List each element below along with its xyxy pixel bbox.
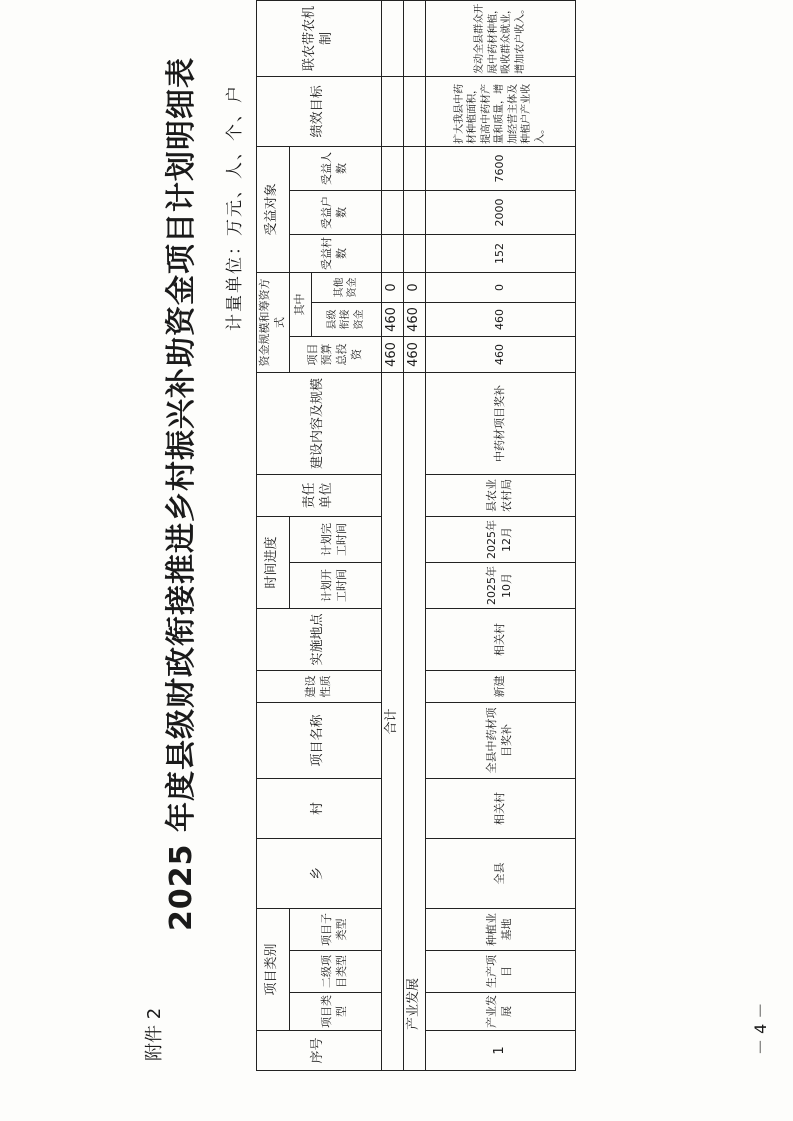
row-content: 中药材项目奖补 bbox=[425, 372, 575, 474]
header-ben-households: 受益户数 bbox=[289, 190, 381, 234]
header-ben-villages: 受益村数 bbox=[289, 234, 381, 272]
header-content: 建设内容及规模 bbox=[257, 372, 382, 474]
header-cat-sub: 项目子类型 bbox=[289, 908, 381, 950]
header-project-name: 项目名称 bbox=[257, 702, 382, 778]
header-of-which: 其中 bbox=[289, 272, 311, 336]
row-performance: 扩大我县中药材种植面积，提高中药材产量和质量，增加经营主体及种植户产业收入。 bbox=[425, 76, 575, 146]
header-mechanism: 联农带农机制 bbox=[257, 0, 382, 76]
header-beneficiary: 受益对象 bbox=[257, 146, 290, 272]
row-households: 2000 bbox=[425, 190, 575, 234]
row-level2: 生产项目 bbox=[425, 951, 575, 993]
plan-table bbox=[256, 0, 576, 1071]
row-responsible: 县农业农村局 bbox=[425, 474, 575, 516]
section-total: 460 bbox=[403, 336, 425, 372]
header-end-time: 计划完工时间 bbox=[289, 516, 381, 562]
header-performance: 绩效目标 bbox=[257, 76, 382, 146]
header-seq: 序号 bbox=[257, 1031, 382, 1071]
unit-label: 计量单位：万元、人、个、户 bbox=[225, 84, 245, 331]
row-county-fund: 460 bbox=[425, 302, 575, 336]
row-nature: 新建 bbox=[425, 670, 575, 702]
page-number: － 4 － bbox=[751, 1002, 770, 1055]
row-township: 全县 bbox=[425, 838, 575, 908]
row-other-fund: 0 bbox=[425, 272, 575, 302]
row-sub: 种植业基地 bbox=[425, 908, 575, 950]
section-other-fund: 0 bbox=[403, 272, 425, 302]
header-township: 乡 bbox=[257, 838, 382, 908]
page-title: 2025 年度县级财政衔接推进乡村振兴补助资金项目计划明细表 bbox=[164, 57, 199, 931]
total-row bbox=[381, 0, 403, 1071]
section-label: 产业发展 bbox=[403, 372, 425, 1070]
header-total-invest: 项目预算总投资 bbox=[289, 336, 381, 372]
header-responsible: 责任单位 bbox=[257, 474, 382, 516]
header-ben-people: 受益人数 bbox=[289, 146, 381, 190]
row-total: 460 bbox=[425, 336, 575, 372]
row-villages: 152 bbox=[425, 234, 575, 272]
total-amount: 460 bbox=[381, 336, 403, 372]
header-funding: 资金规模和筹资方式 bbox=[257, 272, 290, 372]
header-start-time: 计划开工时间 bbox=[289, 562, 381, 608]
total-other-fund: 0 bbox=[381, 272, 403, 302]
row-end: 2025年12月 bbox=[425, 516, 575, 562]
header-county-fund: 县级衔接资金 bbox=[311, 302, 381, 336]
header-category: 项目类别 bbox=[257, 908, 290, 1030]
header-cat-level2: 二级项目类型 bbox=[289, 951, 381, 993]
row-mechanism: 发动全县群众开展中药材种植，吸收群众就业，增加农户收入。 bbox=[425, 0, 575, 76]
row-village: 相关村 bbox=[425, 778, 575, 838]
total-county-fund: 460 bbox=[381, 302, 403, 336]
section-row bbox=[403, 0, 425, 1071]
annex-label: 附件 2 bbox=[144, 1007, 165, 1061]
table-row bbox=[425, 0, 575, 1071]
row-people: 7600 bbox=[425, 146, 575, 190]
header-schedule: 时间进度 bbox=[257, 516, 290, 608]
header-cat-type: 项目类型 bbox=[289, 993, 381, 1031]
row-start: 2025年10月 bbox=[425, 562, 575, 608]
header-row-1 bbox=[257, 0, 290, 1071]
header-other-fund: 其他资金 bbox=[311, 272, 381, 302]
row-name: 全县中药材项目奖补 bbox=[425, 702, 575, 778]
header-location: 实施地点 bbox=[257, 608, 382, 670]
section-county-fund: 460 bbox=[403, 302, 425, 336]
header-row-2 bbox=[289, 0, 311, 1071]
total-label: 合计 bbox=[381, 372, 403, 1070]
header-build-nature: 建设性质 bbox=[257, 670, 382, 702]
row-type: 产业发展 bbox=[425, 993, 575, 1031]
row-seq: 1 bbox=[425, 1031, 575, 1071]
header-village: 村 bbox=[257, 778, 382, 838]
row-location: 相关村 bbox=[425, 608, 575, 670]
